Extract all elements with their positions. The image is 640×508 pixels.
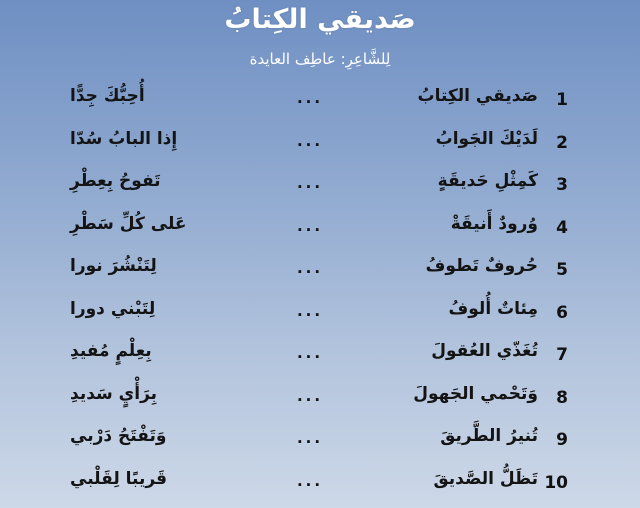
- verse-separator: ...: [296, 131, 324, 150]
- verse-first-half: مِئاتٌ أُلوفُ: [448, 298, 538, 319]
- verse-row: [0, 125, 640, 168]
- verse-separator: ...: [296, 386, 324, 405]
- verse-row: [0, 210, 640, 253]
- verse-number: 1: [556, 90, 568, 110]
- verse-first-half: وَتَحْمي الجَهولَ: [413, 383, 538, 404]
- verse-first-half: تُنيرُ الطَّريقَ: [440, 426, 538, 446]
- verse-separator: ...: [296, 471, 324, 490]
- verse-number: 7: [556, 345, 568, 365]
- verses-list: [0, 82, 640, 507]
- verse-first-half: وُرودٌ أَنيقَةْ: [450, 213, 538, 234]
- verse-first-half: تُغَذّي العُقولَ: [431, 341, 538, 361]
- verse-row: [0, 337, 640, 380]
- verse-row: [0, 465, 640, 508]
- verse-number: 2: [556, 132, 568, 153]
- verse-second-half: بِعِلْمٍ مُفيدِ: [70, 341, 152, 361]
- verse-row: [0, 422, 640, 465]
- verse-row: [0, 252, 640, 295]
- verse-separator: ...: [296, 301, 324, 320]
- verse-row: [0, 82, 640, 125]
- verse-number: 9: [556, 430, 568, 450]
- verse-number: 10: [544, 472, 568, 493]
- verse-second-half: بِرَأْيٍ سَديدِ: [70, 383, 158, 404]
- verse-second-half: عَلى كُلِّ سَطْرِ: [70, 213, 187, 234]
- verse-row: [0, 295, 640, 338]
- verse-number: 8: [556, 387, 568, 408]
- verse-number: 3: [556, 175, 568, 195]
- verse-first-half: حُروفٌ تَطوفُ: [425, 256, 538, 276]
- verse-number: 4: [556, 217, 568, 238]
- verse-row: [0, 380, 640, 423]
- verse-second-half: تَفوحُ بِعِطْرِ: [70, 171, 161, 191]
- verse-first-half: صَديقي الكِتابُ: [417, 86, 538, 106]
- verse-separator: ...: [296, 259, 324, 277]
- verse-number: 5: [556, 260, 568, 280]
- verse-separator: ...: [296, 89, 324, 107]
- verse-second-half: أُحِبُّكَ جِدًّا: [70, 86, 145, 106]
- verse-separator: ...: [296, 344, 324, 362]
- verse-row: [0, 167, 640, 210]
- poem-title: صَديقي الكِتابُ: [224, 4, 416, 35]
- verse-first-half: لَدَيْكَ الجَوابُ: [435, 128, 538, 149]
- verse-first-half: كَمِثْلِ حَديقَةٍ: [437, 171, 538, 191]
- verse-first-half: تَظَلُّ الصَّديقَ: [433, 468, 538, 489]
- verse-separator: ...: [296, 174, 324, 192]
- verse-second-half: وَتَفْتَحُ دَرْبي: [70, 426, 167, 446]
- verse-second-half: إِذا البابُ سُدّا: [70, 128, 178, 149]
- verse-second-half: قَريبًا لِقَلْبي: [70, 468, 168, 489]
- verse-second-half: لِتَبْني دورا: [70, 298, 156, 319]
- verse-number: 6: [556, 302, 568, 323]
- poet-name: لِلشَّاعِرِ: عاطِف العايدة: [249, 50, 391, 68]
- verse-separator: ...: [296, 429, 324, 447]
- verse-separator: ...: [296, 216, 324, 235]
- verse-second-half: لِتَنْشُرَ نورا: [70, 256, 157, 276]
